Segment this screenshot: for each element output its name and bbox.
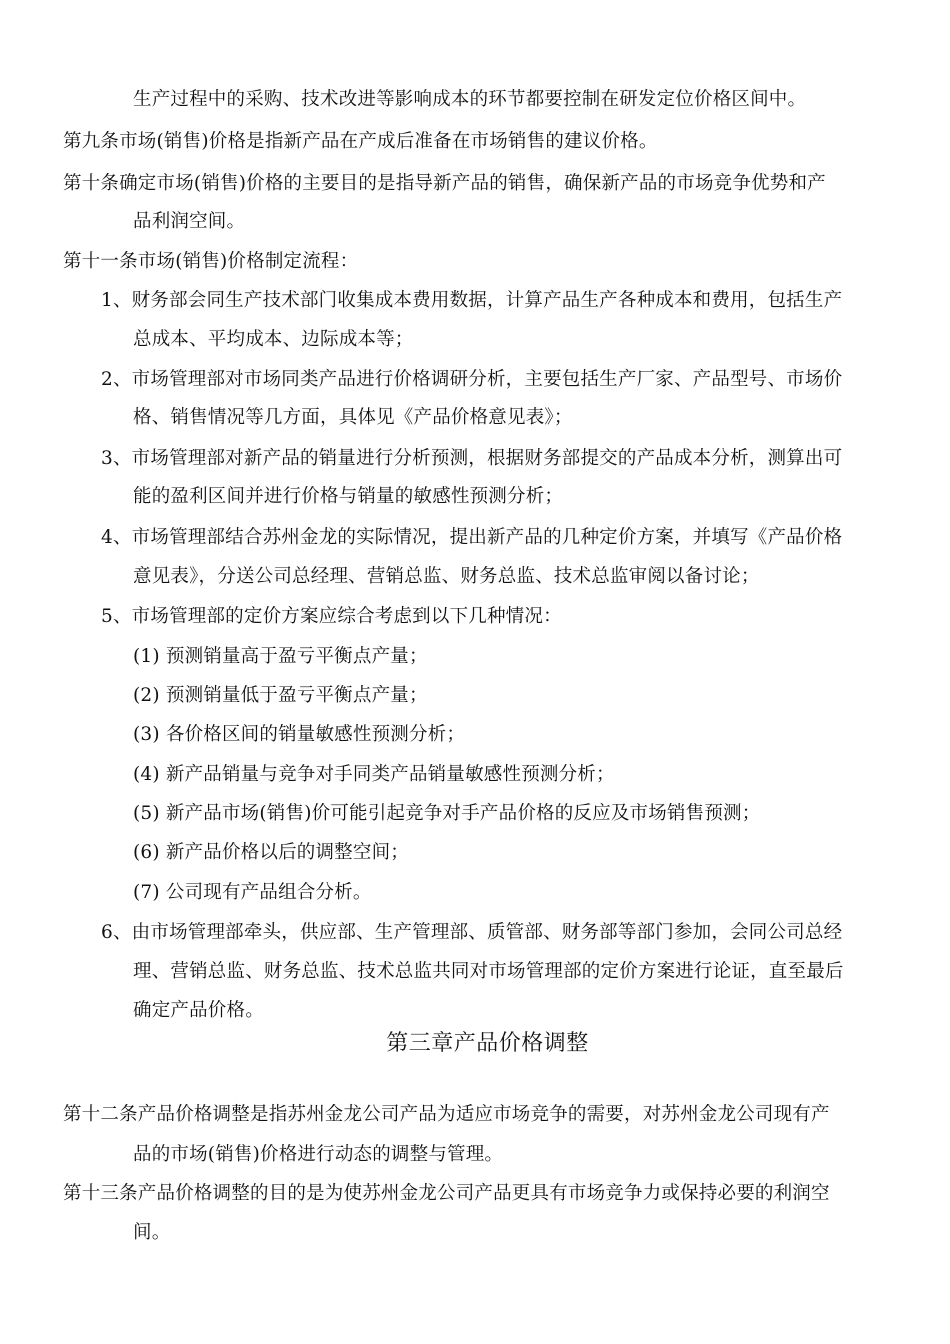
article-11-step-6-line-1: 6、由市场管理部牵头，供应部、生产管理部、质管部、财务部等部门参加，会同公司总经 bbox=[101, 922, 843, 943]
step-5-item-7: (7) 公司现有产品组合分析。 bbox=[133, 882, 372, 903]
article-13-line-1: 第十三条产品价格调整的目的是为使苏州金龙公司产品更具有市场竞争力或保持必要的利润空 bbox=[63, 1183, 830, 1204]
step-5-item-6: (6) 新产品价格以后的调整空间； bbox=[133, 842, 409, 863]
article-11-title: 第十一条市场(销售)价格制定流程： bbox=[63, 251, 359, 272]
article-11-step-5-line-1: 5、市场管理部的定价方案应综合考虑到以下几种情况： bbox=[101, 606, 562, 627]
article-11-step-2-line-2: 格、销售情况等几方面，具体见《产品价格意见表》； bbox=[133, 407, 573, 428]
article-10-line-2: 品利润空间。 bbox=[133, 211, 246, 232]
article-12-line-1: 第十二条产品价格调整是指苏州金龙公司产品为适应市场竞争的需要，对苏州金龙公司现有产 bbox=[63, 1104, 830, 1125]
article-11-step-3-line-2: 能的盈利区间并进行价格与销量的敏感性预测分析； bbox=[133, 486, 564, 507]
article-9: 第九条市场(销售)价格是指新产品在产成后准备在市场销售的建议价格。 bbox=[63, 131, 658, 152]
step-5-item-1: (1) 预测销量高于盈亏平衡点产量； bbox=[133, 646, 428, 667]
article-11-step-3-line-1: 3、市场管理部对新产品的销量进行分析预测，根据财务部提交的产品成本分析，测算出可 bbox=[101, 448, 843, 469]
step-5-item-2: (2) 预测销量低于盈亏平衡点产量； bbox=[133, 685, 428, 706]
article-10-line-1: 第十条确定市场(销售)价格的主要目的是指导新产品的销售，确保新产品的市场竞争优势和产 bbox=[63, 173, 826, 194]
step-5-item-3: (3) 各价格区间的销量敏感性预测分析； bbox=[133, 724, 466, 745]
intro-line: 生产过程中的采购、技术改进等影响成本的环节都要控制在研发定位价格区间中。 bbox=[133, 89, 807, 110]
chapter-3-heading: 第三章产品价格调整 bbox=[386, 1031, 589, 1056]
article-11-step-4-line-2: 意见表》，分送公司总经理、营销总监、财务总监、技术总监审阅以备讨论； bbox=[133, 566, 760, 587]
article-11-step-1-line-2: 总成本、平均成本、边际成本等； bbox=[133, 329, 414, 350]
article-13-line-2: 间。 bbox=[133, 1222, 171, 1243]
article-11-step-4-line-1: 4、市场管理部结合苏州金龙的实际情况，提出新产品的几种定价方案，并填写《产品价格 bbox=[101, 527, 843, 548]
step-5-item-5: (5) 新产品市场(销售)价可能引起竞争对手产品价格的反应及市场销售预测； bbox=[133, 803, 761, 824]
step-5-item-4: (4) 新产品销量与竞争对手同类产品销量敏感性预测分析； bbox=[133, 764, 615, 785]
article-12-line-2: 品的市场(销售)价格进行动态的调整与管理。 bbox=[133, 1144, 504, 1165]
article-11-step-6-line-2: 理、营销总监、财务总监、技术总监共同对市场管理部的定价方案进行论证，直至最后 bbox=[133, 961, 844, 982]
article-11-step-1-line-1: 1、财务部会同生产技术部门收集成本费用数据，计算产品生产各种成本和费用，包括生产 bbox=[101, 290, 843, 311]
article-11-step-2-line-1: 2、市场管理部对市场同类产品进行价格调研分析，主要包括生产厂家、产品型号、市场价 bbox=[101, 369, 843, 390]
article-11-step-6-line-3: 确定产品价格。 bbox=[133, 1000, 264, 1021]
